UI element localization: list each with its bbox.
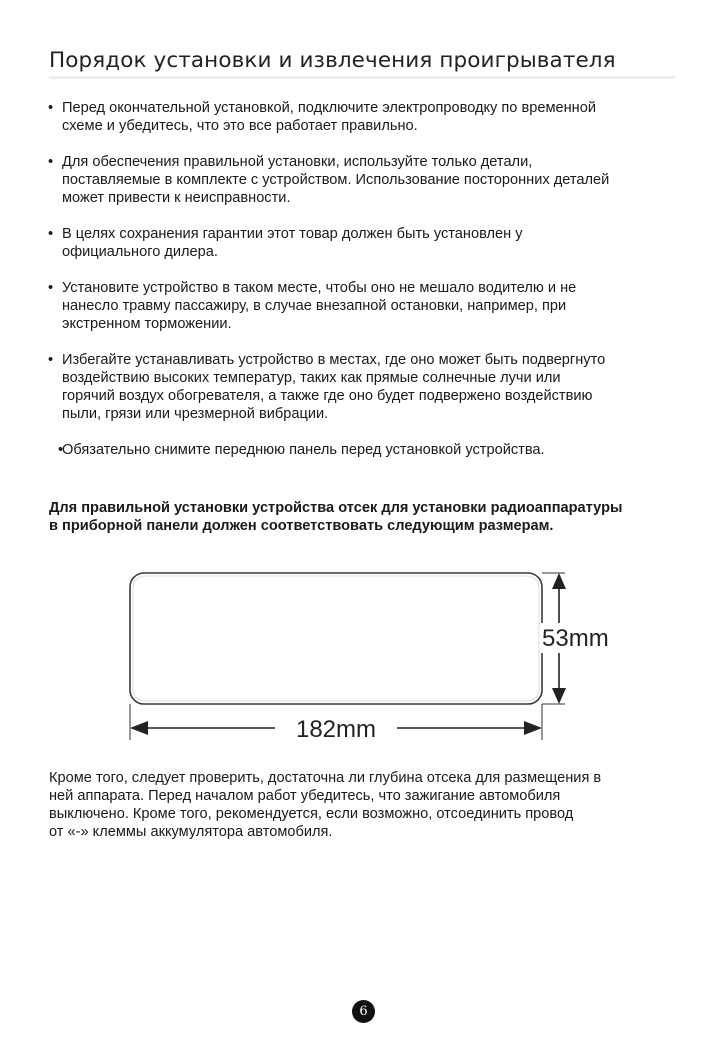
bullet-marker: • bbox=[48, 100, 54, 116]
dimension-requirement: Для правильной установки устройства отсек для установки радиоаппаратуры в приборной панели должен соответствовать следующим размерам. bbox=[49, 500, 623, 534]
list-item bbox=[48, 279, 678, 333]
bullet-marker: • bbox=[48, 154, 54, 170]
list-item bbox=[48, 441, 678, 459]
arrow-down-icon bbox=[552, 688, 566, 704]
list-item-text: Для обеспечения правильной установки, используйте только детали, поставляемые в комплекте с устройством. Использование посторонних деталей может привести к неисправности. bbox=[62, 154, 610, 206]
depth-and-battery-note: Кроме того, следует проверить, достаточна ли глубина отсека для размещения в ней аппарата. Перед началом работ убедитесь, что зажигание автомобиля выключено. Кроме того, рекомендуется, если возможно, отсоединить провод от «-» клеммы аккумулятора автомобиля. bbox=[49, 770, 602, 840]
list-item bbox=[48, 351, 678, 423]
bullet-marker: • bbox=[58, 442, 64, 458]
dashboard-opening-outline bbox=[130, 573, 542, 704]
list-item-text: Установите устройство в таком месте, чтобы оно не мешало водителю и не нанесло травму пассажиру, в случае внезапной остановки, например, при экстренном торможении. bbox=[62, 280, 577, 332]
opening-dimensions-diagram bbox=[110, 565, 650, 750]
page-title: Порядок установки и извлечения проигрывателя bbox=[49, 48, 616, 73]
bullet-marker: • bbox=[48, 226, 54, 242]
list-item bbox=[48, 153, 678, 207]
arrow-left-icon bbox=[130, 721, 148, 735]
list-item-text: Обязательно снимите переднюю панель перед установкой устройства. bbox=[62, 442, 545, 458]
list-item-text: Избегайте устанавливать устройство в местах, где оно может быть подвергнуто воздействию высоких температур, таких как прямые солнечные лучи или горячий воздух обогревателя, а также где оно будет подвержено воздействию пыли, грязи или чрезмерной вибрации. bbox=[62, 352, 606, 422]
bullet-marker: • bbox=[48, 352, 54, 368]
list-item bbox=[48, 99, 678, 135]
list-item-text: В целях сохранения гарантии этот товар должен быть установлен у официального дилера. bbox=[62, 226, 523, 260]
title-underline bbox=[49, 76, 675, 79]
height-label: 53mm bbox=[542, 625, 609, 652]
width-label: 182mm bbox=[295, 716, 377, 743]
instructions-list bbox=[48, 99, 678, 477]
page-number-badge: 6 bbox=[352, 1000, 375, 1023]
arrow-up-icon bbox=[552, 573, 566, 589]
list-item-text: Перед окончательной установкой, подключите электропроводку по временной схеме и убедитесь, что это все работает правильно. bbox=[62, 100, 597, 134]
bullet-marker: • bbox=[48, 280, 54, 296]
arrow-right-icon bbox=[524, 721, 542, 735]
list-item bbox=[48, 225, 678, 261]
